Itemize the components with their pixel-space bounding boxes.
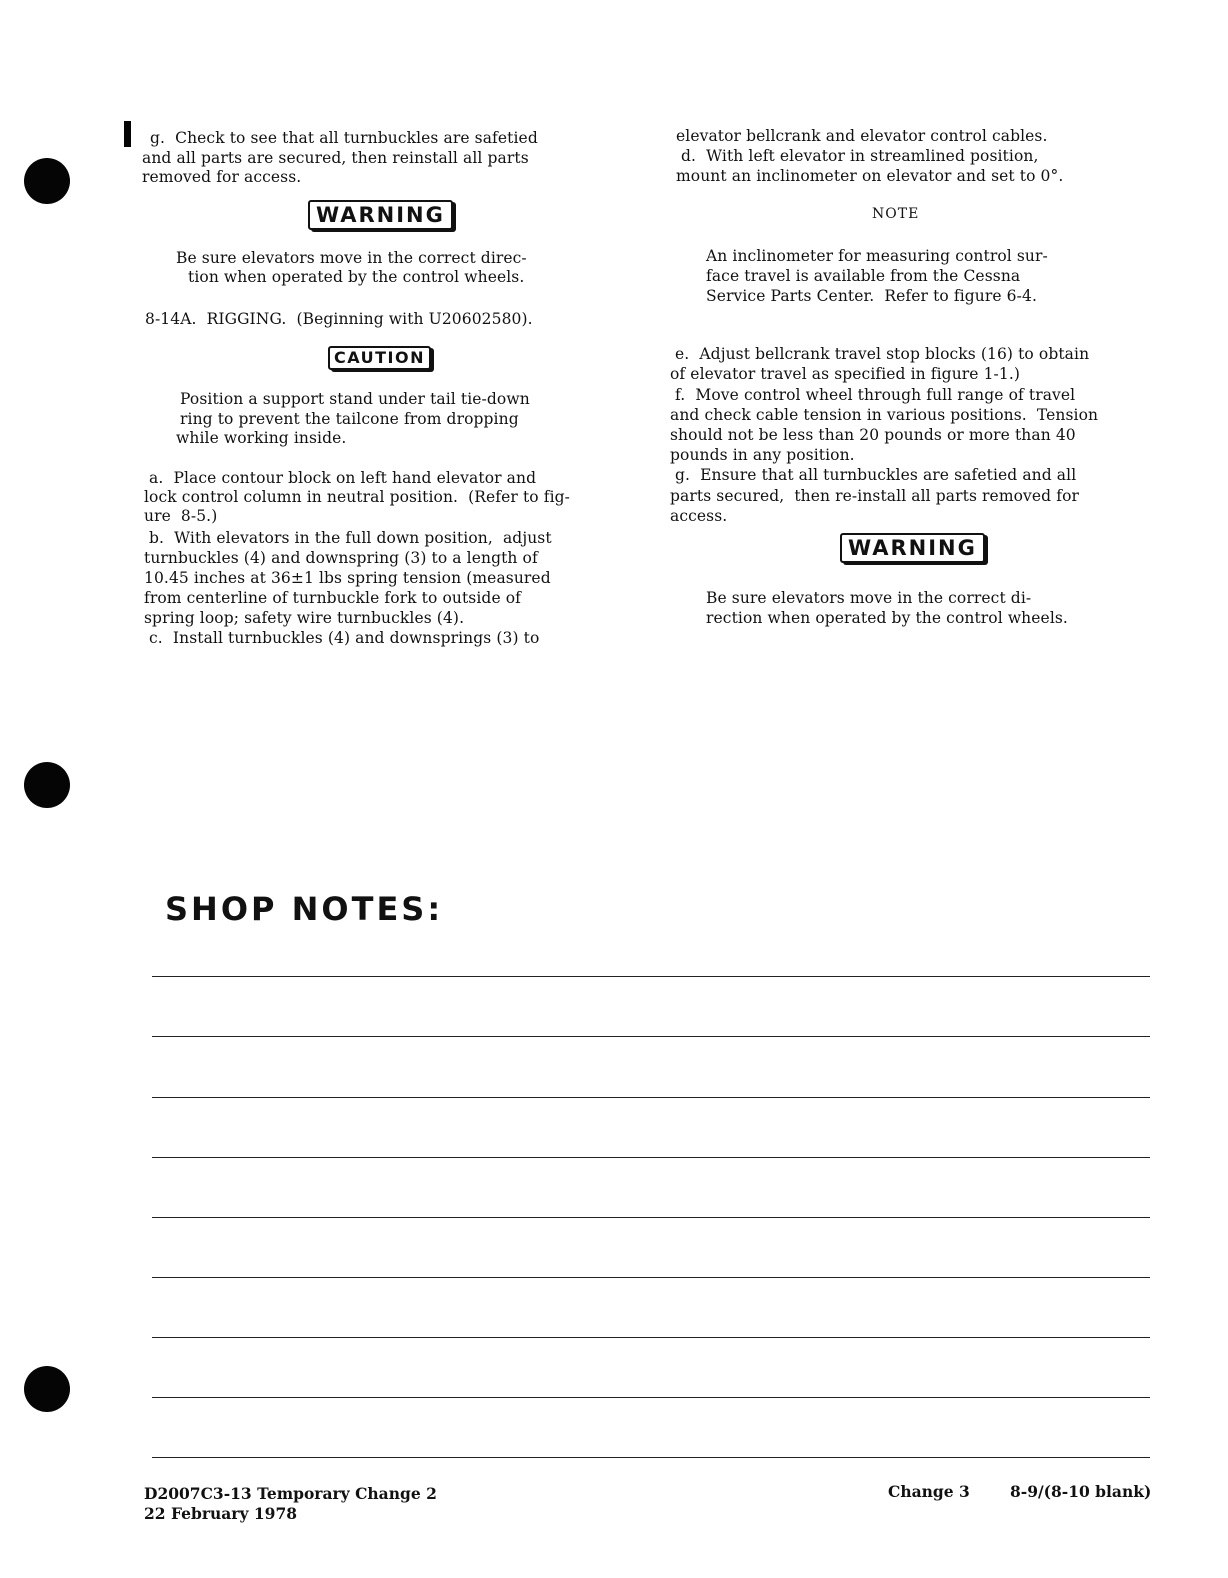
note-text-line-2: face travel is available from the Cessna (706, 267, 1021, 285)
shop-notes-line (152, 1097, 1150, 1098)
right-step-line-1: e. Adjust bellcrank travel stop blocks (16) to obtain (670, 345, 1090, 363)
shop-notes-line (152, 1157, 1150, 1158)
step-g-line-3: removed for access. (142, 168, 302, 186)
right-step-line-7: g. Ensure that all turnbuckles are safetied and all (670, 466, 1077, 484)
footer-change: Change 3 (888, 1482, 970, 1501)
shop-notes-line (152, 1457, 1150, 1458)
caution-badge: CAUTION (328, 346, 431, 370)
warning-badge: WARNING (308, 200, 453, 230)
note-text-line-1: An inclinometer for measuring control sur- (706, 247, 1048, 265)
revision-change-bar (124, 121, 131, 147)
rigging-step-line-7: from centerline of turnbuckle fork to outside of (144, 589, 522, 607)
right-step-line-2: of elevator travel as specified in figure 1-1.) (670, 365, 1021, 383)
step-g-line-2: and all parts are secured, then reinstall all parts (142, 149, 529, 167)
right-step-line-6: pounds in any position. (670, 446, 855, 464)
rigging-step-line-6: 10.45 inches at 36±1 lbs spring tension (measured (144, 569, 551, 587)
caution-text-line-3: while working inside. (176, 429, 347, 447)
binder-hole-middle (24, 762, 70, 808)
caution-text-line-2: ring to prevent the tailcone from dropping (180, 410, 519, 428)
shop-notes-line (152, 976, 1150, 977)
right-top-line-2: d. With left elevator in streamlined position, (676, 147, 1039, 165)
rigging-step-line-8: spring loop; safety wire turnbuckles (4). (144, 609, 465, 627)
shop-notes-line (152, 1397, 1150, 1398)
right-step-line-4: and check cable tension in various positions. Tension (670, 406, 1099, 424)
shop-notes-line (152, 1277, 1150, 1278)
footer-date: 22 February 1978 (144, 1504, 298, 1523)
warning-text-line-2: tion when operated by the control wheels. (188, 268, 525, 286)
note-label: NOTE (872, 206, 920, 222)
rigging-step-line-3: ure 8-5.) (144, 507, 218, 525)
rigging-step-line-9: c. Install turnbuckles (4) and downsprings (3) to (144, 629, 540, 647)
right-top-line-3: mount an inclinometer on elevator and set to 0°. (676, 167, 1064, 185)
rigging-step-line-5: turnbuckles (4) and downspring (3) to a length of (144, 549, 538, 567)
right-step-line-5: should not be less than 20 pounds or more than 40 (670, 426, 1076, 444)
binder-hole-bottom (24, 1366, 70, 1412)
shop-notes-line (152, 1036, 1150, 1037)
right-warning-text-line-1: Be sure elevators move in the correct di- (706, 589, 1032, 607)
right-warning-text-line-2: rection when operated by the control wheels. (706, 609, 1068, 627)
warning-badge-right: WARNING (840, 533, 985, 563)
rigging-step-line-2: lock control column in neutral position. (Refer to fig- (144, 488, 570, 506)
rigging-step-line-4: b. With elevators in the full down position, adjust (144, 529, 552, 547)
right-top-line-1: elevator bellcrank and elevator control cables. (676, 127, 1048, 145)
section-heading: 8-14A. RIGGING. (Beginning with U20602580). (145, 310, 533, 328)
right-step-line-8: parts secured, then re-install all parts removed for (670, 487, 1080, 505)
step-g-line-1: g. Check to see that all turnbuckles are safetied (150, 129, 538, 147)
footer-doc-id: D2007C3-13 Temporary Change 2 (144, 1484, 437, 1503)
shop-notes-line (152, 1337, 1150, 1338)
rigging-step-line-1: a. Place contour block on left hand elevator and (144, 469, 537, 487)
caution-text-line-1: Position a support stand under tail tie-down (180, 390, 530, 408)
binder-hole-top (24, 158, 70, 204)
warning-text-line-1: Be sure elevators move in the correct direc- (176, 249, 527, 267)
right-step-line-9: access. (670, 507, 728, 525)
footer-page-number: 8-9/(8-10 blank) (1010, 1482, 1152, 1501)
shop-notes-title: SHOP NOTES: (165, 890, 444, 928)
right-step-line-3: f. Move control wheel through full range of travel (670, 386, 1076, 404)
note-text-line-3: Service Parts Center. Refer to figure 6-4. (706, 287, 1037, 305)
shop-notes-line (152, 1217, 1150, 1218)
